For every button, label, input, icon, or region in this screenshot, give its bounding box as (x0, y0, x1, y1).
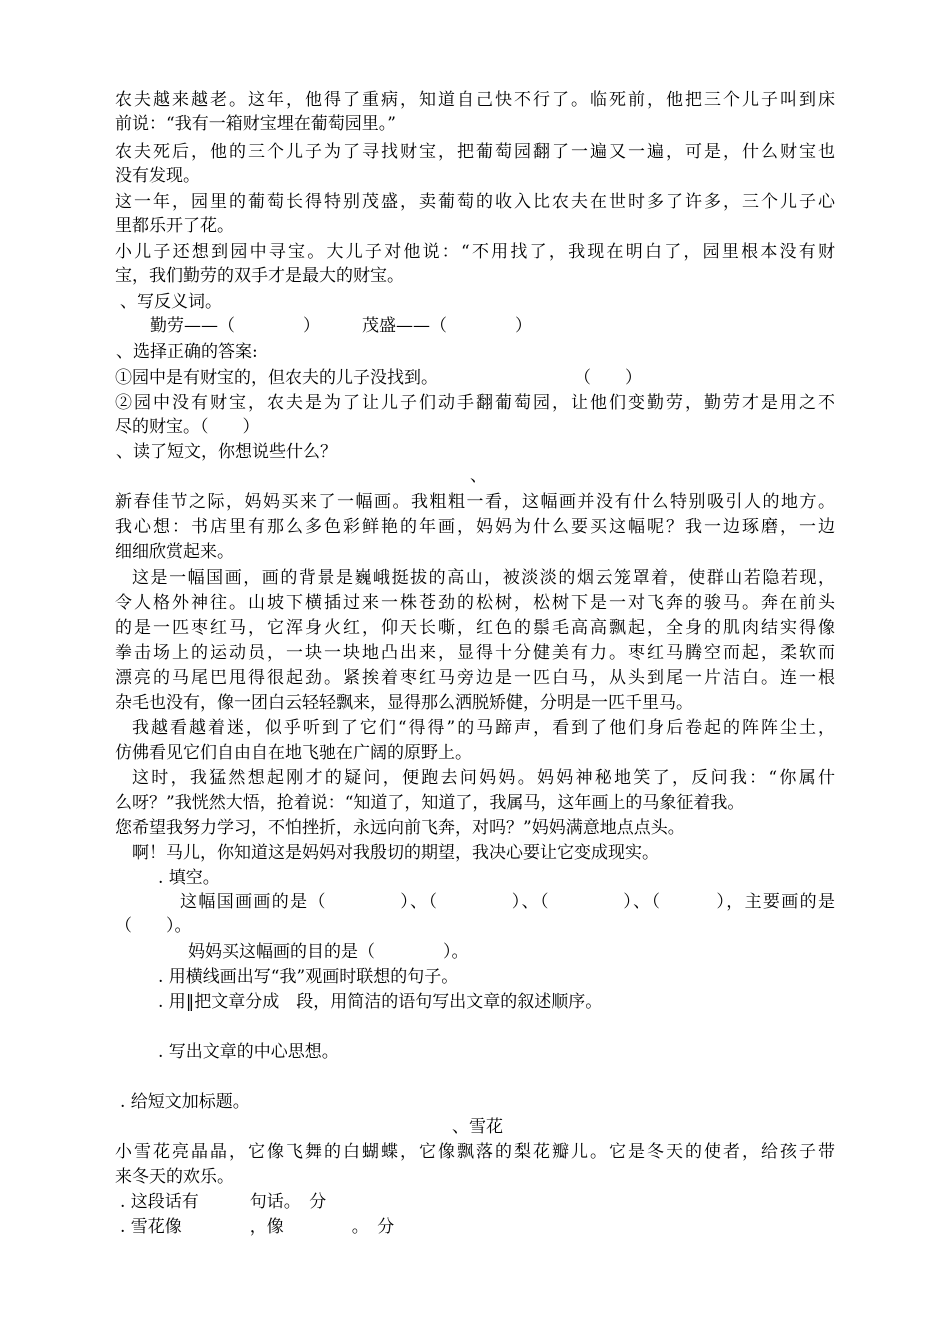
story2-line: 我心想：书店里有那么多色彩鲜艳的年画，妈妈为什么要买这幅呢？我一边琢磨，一边 (115, 517, 835, 537)
question-underline-title: . 用横线画出写“我”观画时联想的句子。 (158, 967, 459, 987)
choice-option: ①园中是有财宝的，但农夫的儿子没找到。 (115, 368, 438, 388)
story2-line: 这是一幅国画，画的背景是巍峨挺拔的高山，被淡淡的烟云笼罩着，使群山若隐若现， (132, 568, 835, 588)
story2-line: 您希望我努力学习，不怕挫折，永远向前飞奔，对吗？”妈妈满意地点点头。 (115, 818, 685, 838)
question-snowflake-like: . 雪花像 ，像 。 分 (120, 1217, 395, 1237)
story1-line: 这一年，园里的葡萄长得特别茂盛，卖葡萄的收入比农夫在世时多了许多，三个儿子心 (115, 192, 835, 212)
question-divide-title: . 用‖把文章分成 段，用简洁的语句写出文章的叙述顺序。 (158, 992, 603, 1012)
choice-option: ②园中没有财宝，农夫是为了让儿子们动手翻葡萄园，让他们变勤劳，勤劳才是用之不 (115, 393, 835, 413)
story2-line: 啊！马儿，你知道这是妈妈对我殷切的期望，我决心要让它变成现实。 (132, 843, 659, 863)
story2-line: 的是一匹枣红马，它浑身火红，仰天长嘶，红色的鬃毛高高飘起，全身的肌肉结实得像 (115, 618, 835, 638)
story1-line: 宝，我们勤劳的双手才是最大的财宝。 (115, 266, 404, 286)
fill-blank-line: 妈妈买这幅画的目的是（ ）。 (188, 942, 469, 962)
choice-answer-paren: （ ） (574, 368, 642, 388)
story1-line: 农夫越来越老。这年，他得了重病，知道自己快不行了。临死前，他把三个儿子叫到床 (115, 90, 835, 110)
story2-line: 新春佳节之际，妈妈买来了一幅画。我粗粗一看，这幅画并没有什么特别吸引人的地方。 (115, 492, 835, 512)
story2-line: 细细欣赏起来。 (115, 542, 234, 562)
story3-line: 来冬天的欢乐。 (115, 1167, 234, 1187)
story1-line: 里都乐开了花。 (115, 216, 234, 236)
choice-option: 尽的财宝。（ ） (115, 417, 260, 437)
story2-line: 么呀？”我恍然大悟，抢着说：“知道了，知道了，我属马，这年画上的马象征着我。 (115, 793, 745, 813)
story1-line: 农夫死后，他的三个儿子为了寻找财宝，把葡萄园翻了一遍又一遍，可是，什么财宝也 (115, 142, 835, 162)
question-add-title: . 给短文加标题。 (120, 1092, 250, 1112)
story2-line: 杂毛也没有，像一团白云轻轻飘来，显得那么洒脱矫健，分明是一匹千里马。 (115, 693, 693, 713)
question-antonyms-title: 、写反义词。 (120, 292, 222, 312)
question-sentence-count: . 这段话有 句话。 分 (120, 1192, 327, 1212)
story2-line: 这时，我猛然想起刚才的疑问，便跑去问妈妈。妈妈神秘地笑了，反问我：“你属什 (132, 768, 835, 788)
question-choose-title: 、选择正确的答案: (116, 342, 258, 362)
story1-line: 小儿子还想到园中寻宝。大儿子对他说：“不用找了，我现在明白了，园里根本没有财 (115, 242, 835, 262)
antonym-item: 勤劳——（ ） (150, 316, 320, 336)
story2-line: 我越看越着迷，似乎听到了它们“得得”的马蹄声，看到了他们身后卷起的阵阵尘土， (132, 718, 835, 738)
antonym-item: 茂盛——（ ） (362, 316, 532, 336)
question-thoughts-title: 、读了短文，你想说些什么？ (116, 442, 337, 462)
story2-line: 仿佛看见它们自由自在地飞驰在广阔的原野上。 (115, 743, 472, 763)
fill-blank-line: 这幅国画画的是（ ）、（ ）、（ ）、（ ），主要画的是 (180, 892, 835, 912)
story1-line: 没有发现。 (115, 166, 200, 186)
section-heading: 、雪花 (452, 1117, 503, 1137)
question-fill-title: . 填空。 (158, 868, 220, 888)
fill-blank-line: （ ）。 (115, 916, 192, 936)
story1-line: 前说：“我有一箱财宝埋在葡萄园里。” (115, 114, 396, 134)
story3-line: 小雪花亮晶晶，它像飞舞的白蝴蝶，它像飘落的梨花瓣儿。它是冬天的使者，给孩子带 (115, 1142, 835, 1162)
section-mark: 、 (470, 466, 487, 486)
story2-line: 漂亮的马尾巴甩得很起劲。紧挨着枣红马旁边是一匹白马，从头到尾一片洁白。连一根 (115, 668, 835, 688)
story2-line: 拳击场上的运动员，一块一块地凸出来，显得十分健美有力。枣红马腾空而起，柔软而 (115, 643, 835, 663)
question-central-idea-title: . 写出文章的中心思想。 (158, 1042, 339, 1062)
story2-line: 令人格外神往。山坡下横插过来一株苍劲的松树，松树下是一对飞奔的骏马。奔在前头 (115, 593, 835, 613)
